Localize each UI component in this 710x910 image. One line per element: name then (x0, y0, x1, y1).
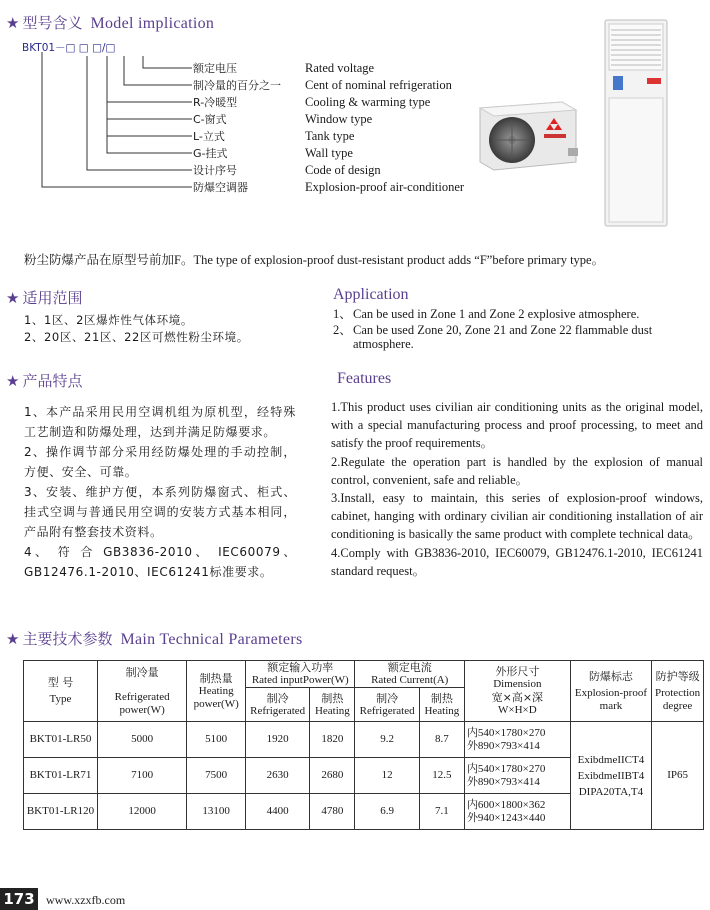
application-heading-cn: ★ 适用范围 (6, 289, 83, 307)
legend-en-item: Cent of nominal refrigeration (305, 78, 452, 92)
header-rated-input: 额定输入功率 Rated inputPower(W) (246, 661, 355, 688)
header-protection: 防护等级 Protection degree (652, 661, 704, 722)
legend-en-item: Rated voltage (305, 61, 375, 75)
feature-cn-item: 3、安装、维护方便，本系列防爆窗式、柜式、挂式空调与普通民用空调的安装方式基本相同，产品附有整套技术资料。 (24, 485, 296, 539)
legend-cn-item: G-挂式 (193, 147, 228, 160)
features-heading-en: Features (337, 370, 392, 387)
model-code: BKT01－□ □ □/□ (22, 42, 116, 54)
model-connector-diagram (20, 48, 200, 198)
header-heating: 制热量 Heating power(W) (187, 661, 246, 722)
model-legend-cn-list (193, 60, 303, 196)
features-heading-cn: ★ 产品特点 (6, 372, 83, 390)
page-number: 173 (0, 888, 38, 910)
legend-en-item: Cooling & warming type (305, 95, 431, 109)
legend-cn-item: 制冷量的百分之一 (193, 79, 281, 92)
legend-en-item: Window type (305, 112, 373, 126)
table-row: BKT01-LR50 5000 5100 1920 1820 9.2 8.7 内540×1780×270 外890×793×414 ExibdmeIICT4 ExibdmeIIBT4 DIPA20TA,T4 IP65 (24, 722, 704, 758)
legend-cn-item: R-冷暖型 (193, 96, 238, 109)
outdoor-unit-image (472, 98, 580, 176)
subheader-input-heat: 制热 Heating (310, 688, 355, 722)
dimension-cell: 内540×1780×270 外890×793×414 (464, 722, 570, 758)
legend-en-item: Wall type (305, 146, 353, 160)
application-en-list (333, 307, 673, 351)
dimension-cell: 内600×1800×362 外940×1243×440 (464, 794, 570, 830)
explosion-mark-cell: ExibdmeIICT4 ExibdmeIIBT4 DIPA20TA,T4 (570, 722, 651, 830)
legend-en-item: Tank type (305, 129, 355, 143)
header-type: 型 号 Type (24, 661, 98, 722)
application-cn-item: 1、1区、2区爆炸性气体环境。 (24, 313, 193, 327)
feature-en-item: 3.Install, easy to maintain, this series of explosion-proof windows, cabinet, hanging with ordinary civilian air conditioning installation of air conditioning is basically the same product with complete technical data。 (331, 491, 703, 542)
subheader-current-heat: 制热 Heating (419, 688, 464, 722)
legend-cn-item: 额定电压 (193, 62, 237, 75)
application-cn-list (24, 312, 249, 346)
dimension-cell: 内540×1780×270 外890×793×414 (464, 758, 570, 794)
feature-cn-item: 1、本产品采用民用空调机组为原机型，经特殊工艺制造和防爆处理，达到并满足防爆要求。 (24, 405, 296, 439)
table-header-row (24, 661, 704, 688)
header-dimension: 外形尺寸 Dimension 宽×高×深 W×H×D (464, 661, 570, 722)
legend-cn-item: L-立式 (193, 130, 225, 143)
params-table (23, 660, 704, 830)
dust-note: 粉尘防爆产品在原型号前加F。The type of explosion-proof dust-resistant product adds “F”before primary type。 (24, 253, 605, 267)
application-en-item: 2、 Can be used Zone 20, Zone 21 and Zone 22 flammable dust atmosphere. (333, 323, 653, 351)
model-legend-en-list (305, 60, 495, 196)
header-cooling: 制冷量 Refrigerated power(W) (97, 661, 186, 722)
feature-cn-item: 4、 符 合 GB3836-2010、 IEC60079、GB12476.1-2010、IEC61241标准要求。 (24, 545, 296, 579)
table-row: BKT01-LR71 7100 7500 2630 2680 12 12.5 内540×1780×270 外890×793×414 (24, 758, 704, 794)
legend-cn-item: 防爆空调器 (193, 181, 248, 194)
features-cn-list (24, 402, 296, 582)
features-en-list (331, 398, 703, 580)
model-heading: ★ 型号含义 Model implication (6, 14, 215, 32)
feature-cn-item: 2、操作调节部分采用经防爆处理的手动控制，方便、安全、可靠。 (24, 445, 296, 479)
legend-en-item: Code of design (305, 163, 381, 177)
legend-en-item: Explosion-proof air-conditioner (305, 180, 465, 194)
star-icon: ★ (6, 372, 20, 390)
header-rated-current: 额定电流 Rated Current(A) (355, 661, 464, 688)
protection-cell: IP65 (652, 722, 704, 830)
star-icon: ★ (6, 14, 20, 32)
application-cn-item: 2、20区、21区、22区可燃性粉尘环境。 (24, 330, 249, 344)
subheader-current-cool: 制冷 Refrigerated (355, 688, 419, 722)
star-icon: ★ (6, 630, 20, 648)
header-mark: 防爆标志 Explosion-proof mark (570, 661, 651, 722)
legend-cn-item: C-窗式 (193, 113, 227, 126)
star-icon: ★ (6, 289, 20, 307)
feature-en-item: 4.Comply with GB3836-2010, IEC60079, GB12476.1-2010, IEC61241 standard request。 (331, 545, 703, 578)
cabinet-unit-image (603, 18, 671, 230)
feature-en-item: 2.Regulate the operation part is handled by the explosion of manual control, convenient, safe and reliable。 (331, 454, 703, 487)
application-en-item: 1、 Can be used in Zone 1 and Zone 2 explosive atmosphere. (333, 307, 640, 321)
legend-cn-item: 设计序号 (193, 164, 237, 177)
feature-en-item: 1.This product uses civilian air conditioning units as the original model, with a special manufacturing process and proof processing, to meet and satisfy the proof requirements。 (331, 400, 703, 451)
application-heading-en: Application (333, 286, 409, 303)
table-row: BKT01-LR120 12000 13100 4400 4780 6.9 7.1 内600×1800×362 外940×1243×440 (24, 794, 704, 830)
footer-url[interactable]: www.xzxfb.com (46, 893, 126, 907)
subheader-input-cool: 制冷 Refrigerated (246, 688, 310, 722)
params-heading: ★ 主要技术参数 Main Technical Parameters (6, 630, 303, 648)
